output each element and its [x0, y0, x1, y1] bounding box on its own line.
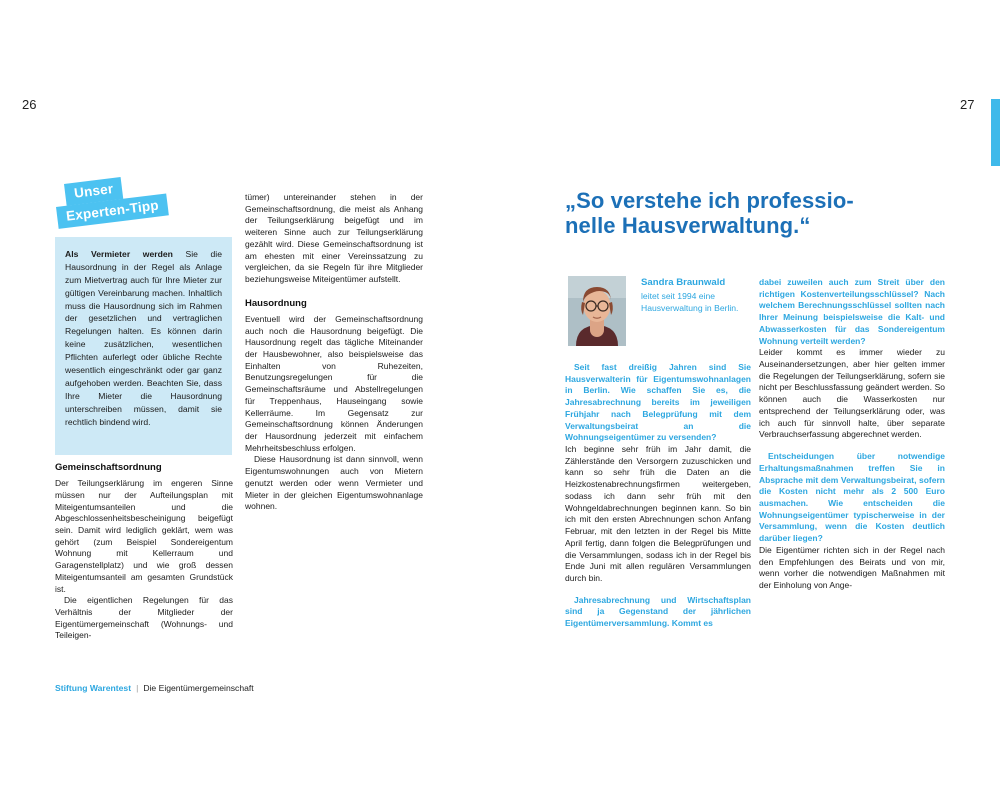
body-paragraph: Diese Hausordnung ist dann sinnvoll, wenn Eigentumswohnungen auch von Mietern genutzt werden oder wenn Vermieter und Mieter in der gleichen Eigentumswohnanlage wohnen.: [245, 454, 423, 512]
expert-tip-box: [55, 237, 232, 455]
body-paragraph: Eventuell wird der Gemeinschaftsordnung auch noch die Hausordnung beigefügt. Die Hausordnung regelt das tägliche Miteinander der Hausbewohner, also beispielsweise das Einhalten von Ruhezeiten, Benutzungsregelungen für die Gemeinschaftsräume und Abstellregelungen für Treppenhaus, Hauseingang sowie Kellerräume. Im Gegensatz zur Gemeinschaftsordnung können Änderungen der Hausordnung jederzeit mit einfachem Mehrheitsbeschluss erfolgen.: [245, 313, 423, 453]
right-page-column-1: [565, 362, 751, 630]
expert-tip-body: Sie die Hausordnung in der Regel als Anlage zum Mietvertrag auch für Ihre Mieter zur gültigen Vereinbarung machen. Inhaltlich muss die Hausordnung sich im Rahmen der gesetzlichen und vertraglichen Regelungen halten. Es können darin keine zusätzlichen, wesentlichen Pflichten auferlegt oder übliche Rechte wesentlich eingeschränkt oder gar ganz aufgehoben werden. Beachten Sie, dass Ihre Mieter die Hausordnung unterschreiben müssen, damit sie rechtlich bindend wird.: [65, 249, 222, 427]
expert-tip-ribbon-line1: Unser: [64, 177, 124, 206]
page-number-left: 26: [22, 97, 37, 112]
chapter-edge-tab: [991, 99, 1000, 166]
interview-headline-line1: „So verstehe ich professio-: [565, 188, 854, 213]
interview-headline: [565, 188, 965, 238]
expert-tip-text: [65, 248, 222, 428]
expert-tip-ribbon-line2: Experten-Tipp: [56, 193, 169, 228]
body-paragraph: tümer) untereinander stehen in der Gemeinschaftsordnung, die meist als Anhang der Teilungserklärung beigefügt und im weiteren Sinne auch zur Teilungserklärung gezählt wird. Diese Gemeinschaftsordnung ist am ehesten mit einer Vereinssatzung zu vergleichen, da sie Regeln für ihre Mitglieder beziehungsweise Miteigentümer aufstellt.: [245, 192, 423, 285]
interview-answer: Ich beginne sehr früh im Jahr damit, die Zählerstände den Versorgern zuzuschicken und kann so sehr früh die Daten an die Heizkostenabrechnungsfirmen weitergeben, sodass ich dann sehr früh mit den Wohngeldabrechnungen beginnen kann. So bin ich mit den ersten Abrechnungen schon Anfang Februar, mit den letzten in der Regel bis Mitte April fertig, dann folgen die Belegprüfungen und die Versammlungen, sodass ich in der Regel bis Ende Juni mit allen regulären Versammlungen durch bin.: [565, 444, 751, 583]
page-number-right: 27: [960, 97, 975, 112]
interview-answer: Die Eigentümer richten sich in der Regel nach den Empfehlungen des Beirats und von mir, wenn vorher die notwendigen Maßnahmen mit der Einholung von Ange-: [759, 544, 945, 590]
footer: [55, 683, 254, 693]
footer-brand: Stiftung Warentest: [55, 683, 132, 693]
interview-question: Jahresabrechnung und Wirtschaftsplan sind ja Gegenstand der jährlichen Eigentümerversammlung. Kommt es: [565, 594, 751, 629]
right-page-column-2: [759, 277, 945, 592]
interviewee-name: Sandra Braunwald: [641, 277, 726, 288]
interview-question: dabei zuweilen auch zum Streit über den richtigen Kostenverteilungsschlüssel? Nach welchem Berechnungsschlüssel sollten nach Ihrer Meinung beispielsweise die Kalt- und Abwasserkosten für das Sondereigentum Wohnung verteilt werden?: [759, 277, 945, 346]
footer-separator: |: [136, 683, 139, 693]
portrait-photo-icon: [568, 276, 626, 346]
body-paragraph: Der Teilungserklärung im engeren Sinne müssen nur der Aufteilungsplan mit Miteigentumsanteilen und die Abgeschlossenheitsbescheinigung beigefügt sein. Damit wird lediglich geklärt, wem was gehört (zum Beispiel Sondereigentum Wohnung mit Kellerraum und Garagenstellplatz) und wie groß dessen Miteigentumsanteil am gesamten Grundstück ist.: [55, 478, 233, 594]
section-heading-hausordnung: Hausordnung: [245, 297, 307, 309]
section-heading-gemeinschaftsordnung: Gemeinschaftsordnung: [55, 462, 162, 473]
interview-question: Seit fast dreißig Jahren sind Sie Hausverwalterin für Eigentumswohnanlagen in Berlin. Wie schaffen Sie es, die Jahresabrechnung bereits im jeweiligen Frühjahr nach Belegprüfung mit dem Verwaltungsbeirat an die Wohnungseigentümer zu versenden?: [565, 362, 751, 443]
interviewee-caption: [641, 277, 766, 314]
interview-question: Entscheidungen über notwendige Erhaltungsmaßnahmen treffen Sie in Absprache mit dem Verwaltungsbeirat, sofern die Kosten nicht mehr als 2 500 Euro ausmachen. Wie entscheiden die Wohnungseigentümer typischerweise in der Versammlung, wenn die Kosten deutlich darüber liegen?: [759, 451, 945, 544]
left-page-column-1: [55, 461, 233, 642]
left-page-column-2: [245, 192, 423, 513]
footer-chapter-title: Die Eigentümergemeinschaft: [143, 683, 254, 693]
interviewee-bio: leitet seit 1994 eine Hausverwaltung in Berlin.: [641, 291, 739, 314]
body-paragraph: Die eigentlichen Regelungen für das Verhältnis der Mitglieder der Eigentümergemeinschaft (Wohnungs- und Teileigen-: [55, 595, 233, 641]
expert-tip-lead: Als Vermieter werden: [65, 249, 173, 259]
interviewee-portrait-photo: [568, 276, 626, 346]
interview-answer: Leider kommt es immer wieder zu Auseinandersetzungen, aber hier gelten immer die Regelungen der Teilungserklärung, sofern sie nicht per Beschlussfassung geändert werden. So können auch die Wasserkosten nur entsprechend der Teilungserklärung oder, was ich auch für sinnvoll halte, über separate Verbrauchserfassung abgerechnet werden.: [759, 347, 945, 440]
interview-headline-line2: nelle Hausverwaltung.“: [565, 213, 811, 239]
